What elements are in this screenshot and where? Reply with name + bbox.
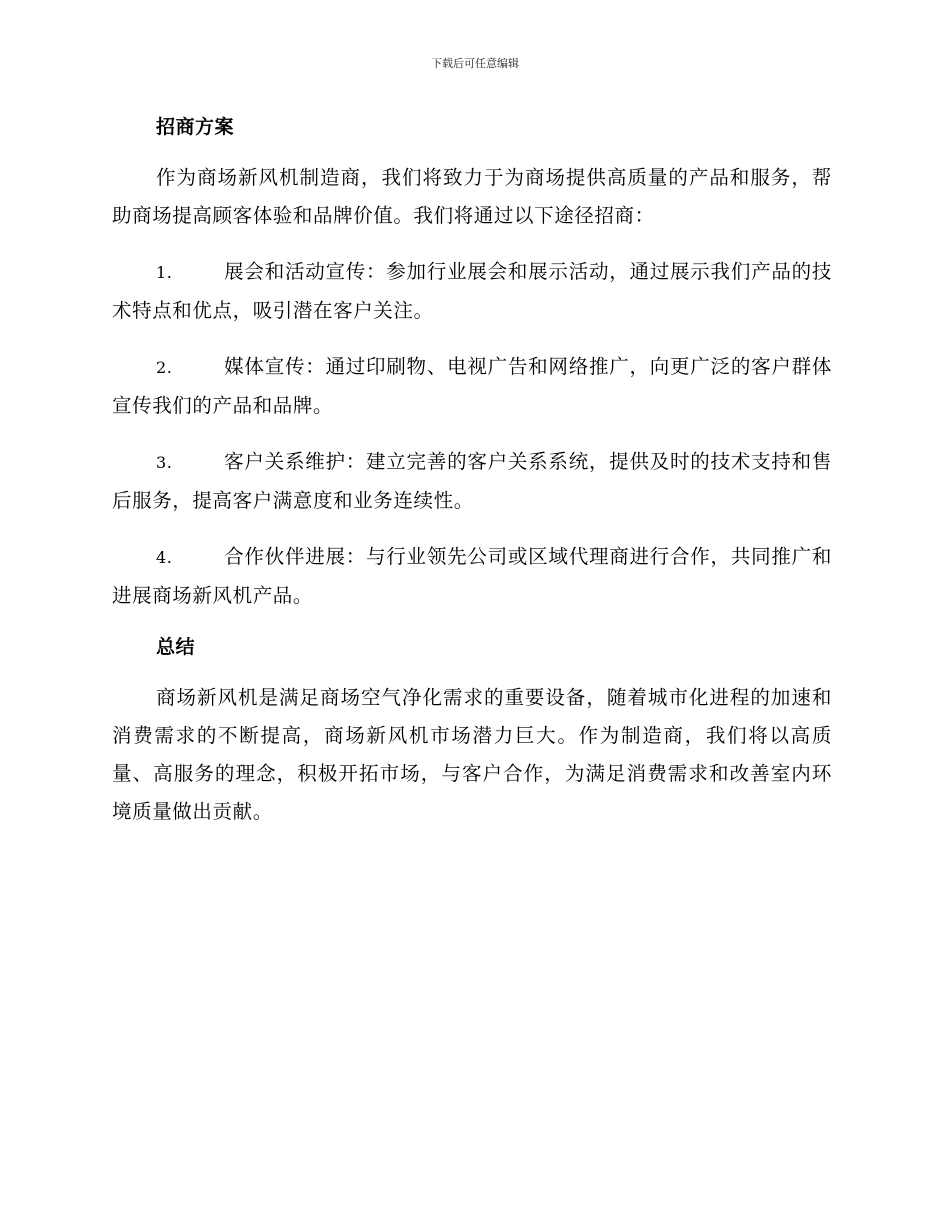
list-item-text: 媒体宣传：通过印刷物、电视广告和网络推广，向更广泛的客户群体宣传我们的产品和品牌。 bbox=[112, 355, 832, 417]
list-item bbox=[112, 443, 832, 520]
list-item-text: 客户关系维护：建立完善的客户关系系统，提供及时的技术支持和售后服务，提高客户满意度和业务连续性。 bbox=[112, 450, 832, 512]
section-title-summary: 总结 bbox=[156, 636, 196, 658]
list-item bbox=[112, 253, 832, 330]
list-item-number: 1. bbox=[156, 263, 173, 282]
list-item-text: 合作伙伴进展：与行业领先公司或区域代理商进行合作，共同推广和进展商场新风机产品。 bbox=[112, 545, 832, 607]
list-item-number: 3. bbox=[156, 453, 173, 472]
header-note: 下载后可任意编辑 bbox=[431, 57, 519, 70]
plan-intro-paragraph: 作为商场新风机制造商，我们将致力于为商场提供高质量的产品和服务，帮助商场提高顾客体验和品牌价值。我们将通过以下途径招商： bbox=[112, 166, 832, 227]
list-item bbox=[112, 538, 832, 615]
document-content bbox=[112, 107, 832, 831]
section-title-plan: 招商方案 bbox=[156, 116, 235, 138]
list-item-number: 4. bbox=[156, 548, 173, 567]
list-item-number: 2. bbox=[156, 358, 173, 377]
summary-paragraph: 商场新风机是满足商场空气净化需求的重要设备，随着城市化进程的加速和消费需求的不断提高，商场新风机市场潜力巨大。作为制造商，我们将以高质量、高服务的理念，积极开拓市场，与客户合作，为满足消费需求和改善室内环境质量做出贡献。 bbox=[112, 686, 832, 823]
list-item bbox=[112, 348, 832, 425]
list-item-text: 展会和活动宣传：参加行业展会和展示活动，通过展示我们产品的技术特点和优点，吸引潜在客户关注。 bbox=[112, 260, 832, 322]
